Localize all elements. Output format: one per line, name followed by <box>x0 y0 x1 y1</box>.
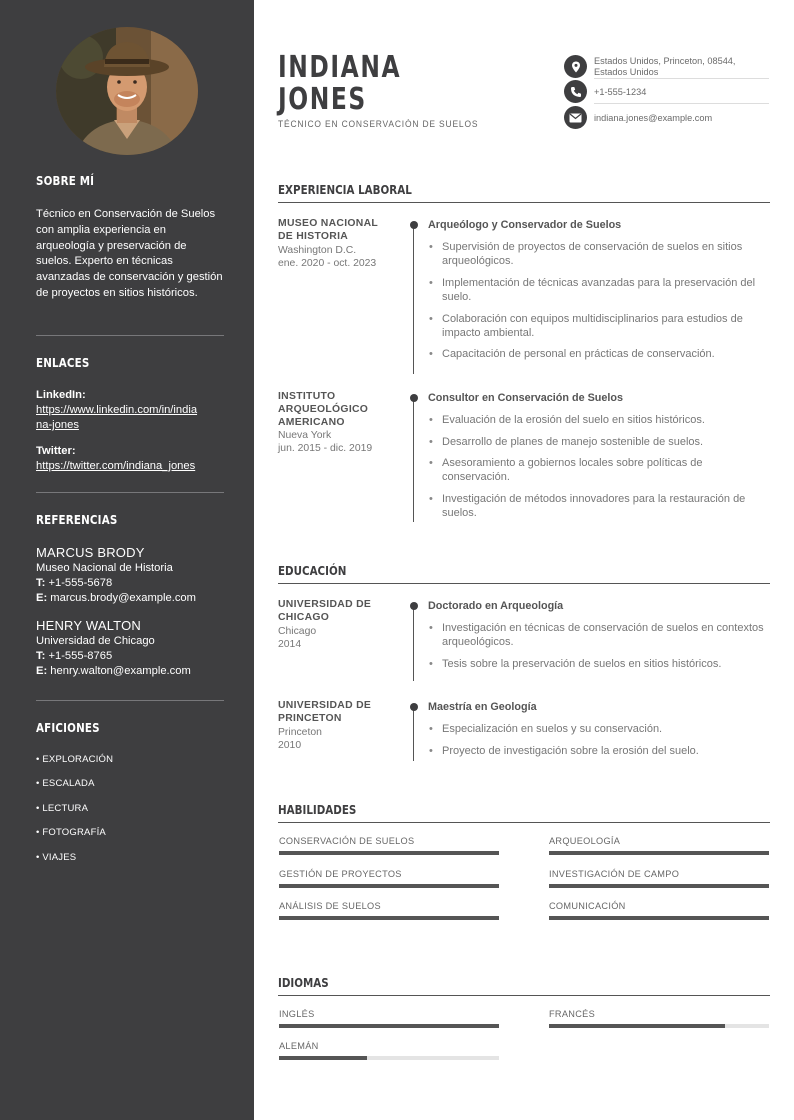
entry-meta <box>278 700 396 752</box>
skill-bar-fill <box>279 884 499 888</box>
role-title: Consultor en Conservación de Suelos <box>428 392 623 404</box>
phone-value: +1-555-5678 <box>48 577 113 589</box>
phone-text: +1-555-1234 <box>594 87 647 97</box>
skills-title: HABILIDADES <box>278 803 357 817</box>
address-text <box>594 56 735 78</box>
entry-details <box>428 599 770 678</box>
skill-bar-fill <box>549 916 769 920</box>
bullet-list <box>428 621 770 671</box>
skill-bar-track <box>279 916 499 920</box>
hobby-item: • LECTURA <box>36 802 89 814</box>
phone-prefix: T: <box>36 577 46 589</box>
experience-title: EXPERIENCIA LABORAL <box>278 183 412 197</box>
email-icon <box>564 106 587 129</box>
location-pin-icon <box>564 55 587 78</box>
bullet-item: • Colaboración con equipos multidisciplinarios para estudios de impacto ambiental. <box>428 312 770 340</box>
timeline-line <box>413 395 414 522</box>
org-name: DE HISTORIA <box>278 230 349 242</box>
language-item <box>279 1009 499 1020</box>
reference-item <box>36 544 224 606</box>
skill-bar-track <box>279 851 499 855</box>
languages-title: IDIOMAS <box>278 976 329 990</box>
skill-label: INVESTIGACIÓN DE CAMPO <box>549 869 680 879</box>
reference-org: Universidad de Chicago <box>36 635 155 647</box>
org-location: Nueva York <box>278 430 332 442</box>
entry-details <box>428 391 770 528</box>
skill-item <box>279 901 499 912</box>
section-rule <box>278 822 770 823</box>
org-name: ARQUEOLÓGICO <box>278 403 369 415</box>
sidebar <box>0 0 254 1120</box>
hobby-item: • EXPLORACIÓN <box>36 754 114 765</box>
language-bar-fill <box>549 1024 725 1028</box>
email-value: henry.walton@example.com <box>50 665 191 677</box>
link-twitter <box>36 444 224 474</box>
timeline-dot <box>410 221 418 229</box>
bullet-item: • Investigación en técnicas de conservación de suelos en contextos arqueológicos. <box>428 621 770 649</box>
link-linkedin <box>36 388 224 433</box>
main-content <box>278 0 770 1120</box>
section-rule <box>278 202 770 203</box>
entry-meta <box>278 218 396 270</box>
skill-bar-fill <box>549 884 769 888</box>
language-label: ALEMÁN <box>279 1041 319 1051</box>
language-bar-fill <box>279 1056 367 1060</box>
phone-icon <box>564 80 587 103</box>
job-title: TÉCNICO EN CONSERVACIÓN DE SUELOS <box>278 119 479 129</box>
org-name: INSTITUTO <box>278 391 336 402</box>
reference-email <box>36 591 224 606</box>
org-name: CHICAGO <box>278 611 330 623</box>
about-title: SOBRE MÍ <box>36 174 95 188</box>
skill-label: ANÁLISIS DE SUELOS <box>279 901 381 911</box>
references-title: REFERENCIAS <box>36 513 118 527</box>
bullet-item: • Asesoramiento a gobiernos locales sobre políticas de conservación. <box>428 456 770 484</box>
reference-name: MARCUS BRODY <box>36 545 145 560</box>
reference-phone <box>36 649 224 664</box>
bullet-list <box>428 240 770 362</box>
org-name: MUSEO NACIONAL <box>278 218 379 229</box>
skill-item <box>549 836 769 847</box>
education-header <box>278 564 770 578</box>
org-dates: ene. 2020 - oct. 2023 <box>278 257 377 269</box>
bullet-item: • Evaluación de la erosión del suelo en sitios históricos. <box>428 413 770 427</box>
hobby-item: • VIAJES <box>36 851 77 863</box>
twitter-link[interactable]: https://twitter.com/indiana_jones <box>36 460 196 472</box>
entry-meta <box>278 599 396 651</box>
link-label: Twitter: <box>36 445 76 457</box>
org-name: PRINCETON <box>278 712 342 724</box>
timeline-dot <box>410 602 418 610</box>
skill-item <box>279 836 499 847</box>
phone-value: +1-555-8765 <box>48 650 113 662</box>
reference-name: HENRY WALTON <box>36 618 141 633</box>
bullet-item: • Proyecto de investigación sobre la erosión del suelo. <box>428 744 770 758</box>
skill-bar-track <box>549 851 769 855</box>
entry-details <box>428 218 770 369</box>
hobby-item: • ESCALADA <box>36 778 95 790</box>
language-bar-fill <box>279 1024 499 1028</box>
org-location: Princeton <box>278 726 322 738</box>
languages-header <box>278 976 770 990</box>
link-label: LinkedIn: <box>36 389 86 401</box>
org-name: AMERICANO <box>278 416 345 428</box>
role-title: Maestría en Geología <box>428 701 537 713</box>
skill-item <box>549 869 769 880</box>
org-dates: 2010 <box>278 739 302 751</box>
timeline-line <box>413 222 414 374</box>
org-location: Chicago <box>278 625 317 637</box>
sidebar-divider <box>36 335 224 336</box>
skill-label: GESTIÓN DE PROYECTOS <box>279 869 402 879</box>
reference-item <box>36 617 224 679</box>
org-name: UNIVERSIDAD DE <box>278 700 372 711</box>
language-bar-track <box>279 1056 499 1060</box>
first-name: INDIANA <box>278 50 402 85</box>
bullet-item: • Tesis sobre la preservación de suelos en sitios históricos. <box>428 657 770 671</box>
contact-divider <box>594 78 769 79</box>
hobbies-section <box>36 721 224 735</box>
profile-photo-illustration <box>56 27 198 155</box>
sidebar-divider <box>36 492 224 493</box>
hobbies-title: AFICIONES <box>36 721 100 735</box>
language-item <box>279 1041 499 1052</box>
address-line: Estados Unidos <box>594 67 659 77</box>
skill-bar-track <box>549 884 769 888</box>
link-url-line: na-jones <box>36 419 79 431</box>
skill-item <box>279 869 499 880</box>
org-dates: 2014 <box>278 638 302 650</box>
last-name: JONES <box>278 82 367 117</box>
bullet-item: • Capacitación de personal en prácticas de conservación. <box>428 347 770 361</box>
bullet-list <box>428 722 770 758</box>
bullet-list <box>428 413 770 520</box>
bullet-item: • Desarrollo de planes de manejo sostenible de suelos. <box>428 435 770 449</box>
role-title: Arqueólogo y Conservador de Suelos <box>428 219 622 231</box>
language-label: INGLÉS <box>279 1009 315 1019</box>
skill-label: COMUNICACIÓN <box>549 901 626 911</box>
about-body <box>36 207 224 302</box>
email-prefix: E: <box>36 592 48 604</box>
contact-divider <box>594 103 769 104</box>
reference-org: Museo Nacional de Historia <box>36 562 173 574</box>
bullet-item: • Especialización en suelos y su conservación. <box>428 722 770 736</box>
timeline-dot <box>410 394 418 402</box>
entry-details <box>428 700 770 765</box>
profile-photo <box>56 27 198 155</box>
links-title: ENLACES <box>36 356 90 370</box>
references-section <box>36 513 224 527</box>
about-section <box>36 174 224 188</box>
org-dates: jun. 2015 - dic. 2019 <box>278 443 373 455</box>
language-item <box>549 1009 769 1020</box>
about-text: Técnico en Conservación de Suelos con amplia experiencia en arqueología y preservación de suelos. Experto en técnicas avanzadas de conservación y gestión de proyectos en sitios históricos. <box>36 208 223 299</box>
email-value: marcus.brody@example.com <box>50 592 196 604</box>
phone-prefix: T: <box>36 650 46 662</box>
reference-phone <box>36 576 224 591</box>
language-label: FRANCÉS <box>549 1009 596 1019</box>
linkedin-link[interactable] <box>36 403 224 433</box>
skills-header <box>278 803 770 817</box>
hobbies-list <box>36 754 224 876</box>
skill-item <box>549 901 769 912</box>
link-url-line: https://www.linkedin.com/in/india <box>36 404 198 416</box>
skill-label: ARQUEOLOGÍA <box>549 836 621 846</box>
entry-meta <box>278 391 396 455</box>
skill-bar-track <box>549 916 769 920</box>
section-rule <box>278 995 770 996</box>
bullet-item: • Implementación de técnicas avanzadas para la preservación del suelo. <box>428 276 770 304</box>
education-title: EDUCACIÓN <box>278 564 347 578</box>
role-title: Doctorado en Arqueología <box>428 600 564 612</box>
language-bar-track <box>549 1024 769 1028</box>
org-name: UNIVERSIDAD DE <box>278 599 372 610</box>
skill-bar-fill <box>279 851 499 855</box>
skill-label: CONSERVACIÓN DE SUELOS <box>279 836 415 846</box>
sidebar-divider <box>36 700 224 701</box>
skill-bar-fill <box>549 851 769 855</box>
timeline-line <box>413 603 414 681</box>
section-rule <box>278 583 770 584</box>
skill-bar-track <box>279 884 499 888</box>
timeline-line <box>413 704 414 761</box>
bullet-item: • Investigación de métodos innovadores para la restauración de suelos. <box>428 492 770 520</box>
address-line: Estados Unidos, Princeton, 08544, <box>594 56 736 66</box>
hobby-item: • FOTOGRAFÍA <box>36 827 106 839</box>
org-location: Washington D.C. <box>278 244 357 256</box>
timeline-dot <box>410 703 418 711</box>
reference-email <box>36 664 224 679</box>
email-prefix: E: <box>36 665 48 677</box>
links-section <box>36 356 224 370</box>
bullet-item: • Supervisión de proyectos de conservación de suelos en sitios arqueológicos. <box>428 240 770 268</box>
email-text[interactable]: indiana.jones@example.com <box>594 113 713 123</box>
skill-bar-fill <box>279 916 499 920</box>
language-bar-track <box>279 1024 499 1028</box>
experience-header <box>278 183 770 197</box>
